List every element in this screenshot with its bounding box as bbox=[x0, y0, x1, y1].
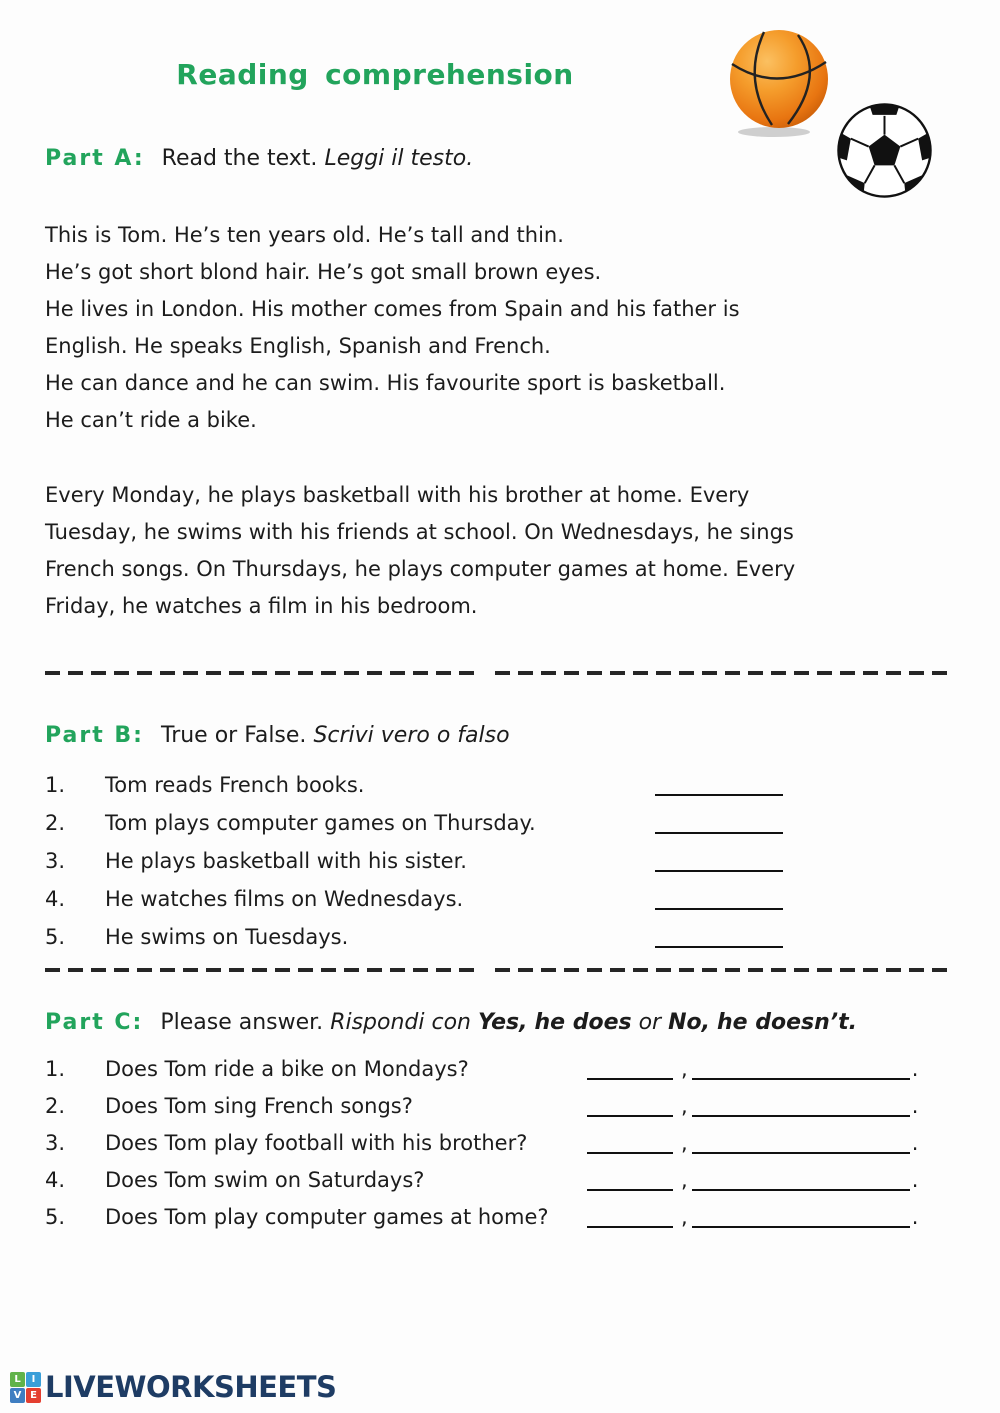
answer-blank-short[interactable] bbox=[587, 1189, 673, 1191]
part-c-item bbox=[45, 1088, 955, 1125]
answer-blank-long[interactable] bbox=[692, 1078, 910, 1080]
true-false-answer-blank[interactable] bbox=[655, 794, 783, 796]
part-c-hint-no: No, bbox=[668, 1010, 710, 1035]
answer-area bbox=[587, 1088, 918, 1125]
answer-blank-short[interactable] bbox=[587, 1115, 673, 1117]
question-text: Does Tom swim on Saturdays? bbox=[105, 1168, 425, 1192]
item-number: 2. bbox=[45, 1094, 66, 1118]
part-b-heading bbox=[45, 723, 955, 748]
item-number: 1. bbox=[45, 1057, 66, 1081]
dashed-divider bbox=[45, 671, 955, 675]
answer-blank-short[interactable] bbox=[587, 1226, 673, 1228]
item-number: 3. bbox=[45, 849, 66, 873]
part-b-item bbox=[45, 880, 955, 918]
period: . bbox=[911, 1168, 919, 1192]
liveworksheets-logo bbox=[10, 1370, 336, 1404]
logo-tile-v: V bbox=[10, 1388, 25, 1403]
true-false-answer-blank[interactable] bbox=[655, 946, 783, 948]
item-text: Tom reads French books. bbox=[105, 773, 365, 797]
comma: , bbox=[681, 1057, 688, 1081]
answer-blank-long[interactable] bbox=[692, 1189, 910, 1191]
text-line: English. He speaks English, Spanish and French. bbox=[45, 334, 551, 358]
text-line: This is Tom. He’s ten years old. He’s tall and thin. bbox=[45, 223, 564, 247]
part-a-instruction: Read the text. bbox=[161, 146, 318, 171]
item-number: 3. bbox=[45, 1131, 66, 1155]
dashed-divider bbox=[45, 968, 955, 972]
comma: , bbox=[681, 1131, 688, 1155]
answer-blank-long[interactable] bbox=[692, 1115, 910, 1117]
item-number: 4. bbox=[45, 1168, 66, 1192]
basketball-icon bbox=[726, 28, 832, 138]
soccer-ball-icon bbox=[835, 99, 934, 202]
part-a-label: Part A: bbox=[45, 146, 145, 171]
text-line: Every Monday, he plays basketball with his brother at home. Every bbox=[45, 483, 750, 507]
text-line: Tuesday, he swims with his friends at school. On Wednesdays, he sings bbox=[45, 520, 794, 544]
question-text: Does Tom ride a bike on Mondays? bbox=[105, 1057, 469, 1081]
part-b-instruction: True or False. bbox=[160, 723, 307, 748]
text-line: He’s got short blond hair. He’s got small brown eyes. bbox=[45, 260, 602, 284]
question-text: Does Tom sing French songs? bbox=[105, 1094, 413, 1118]
period: . bbox=[911, 1205, 919, 1229]
answer-area bbox=[587, 1125, 918, 1162]
item-number: 4. bbox=[45, 887, 66, 911]
part-a-heading bbox=[45, 146, 955, 171]
comma: , bbox=[681, 1205, 688, 1229]
page-title: Reading comprehension bbox=[176, 58, 574, 91]
brand-wordmark: LIVEWORKSHEETS bbox=[45, 1370, 337, 1404]
item-number: 2. bbox=[45, 811, 66, 835]
part-c-hint-yes: Yes, bbox=[478, 1010, 528, 1035]
item-number: 5. bbox=[45, 1205, 66, 1229]
part-c-heading bbox=[45, 1010, 955, 1035]
item-text: He watches films on Wednesdays. bbox=[105, 887, 464, 911]
answer-area bbox=[587, 1051, 918, 1088]
true-false-answer-blank[interactable] bbox=[655, 870, 783, 872]
answer-blank-long[interactable] bbox=[692, 1152, 910, 1154]
reading-text-paragraph-2 bbox=[45, 477, 955, 625]
text-line: He can dance and he can swim. His favourite sport is basketball. bbox=[45, 371, 726, 395]
text-line: French songs. On Thursdays, he plays computer games at home. Every bbox=[45, 557, 796, 581]
part-c-item bbox=[45, 1162, 955, 1199]
true-false-answer-blank[interactable] bbox=[655, 832, 783, 834]
item-number: 5. bbox=[45, 925, 66, 949]
item-text: Tom plays computer games on Thursday. bbox=[105, 811, 536, 835]
part-c-item bbox=[45, 1125, 955, 1162]
answer-area bbox=[587, 1162, 918, 1199]
reading-text-paragraph-1 bbox=[45, 217, 955, 439]
part-b-item bbox=[45, 766, 955, 804]
answer-area bbox=[587, 1199, 918, 1236]
answer-blank-long[interactable] bbox=[692, 1226, 910, 1228]
logo-tile-i: I bbox=[26, 1372, 41, 1387]
part-c-item bbox=[45, 1051, 955, 1088]
item-text: He plays basketball with his sister. bbox=[105, 849, 467, 873]
comma: , bbox=[681, 1094, 688, 1118]
text-line: He lives in London. His mother comes from Spain and his father is bbox=[45, 297, 740, 321]
question-text: Does Tom play football with his brother? bbox=[105, 1131, 528, 1155]
period: . bbox=[911, 1094, 919, 1118]
part-c-list bbox=[45, 1051, 955, 1236]
part-b-label: Part B: bbox=[45, 723, 144, 748]
logo-tile-l: L bbox=[10, 1372, 25, 1387]
part-b-item bbox=[45, 804, 955, 842]
part-a-instruction-italian: Leggi il testo. bbox=[324, 146, 474, 171]
text-line: Friday, he watches a film in his bedroom. bbox=[45, 594, 478, 618]
logo-tile-e: E bbox=[26, 1388, 41, 1403]
part-c-item bbox=[45, 1199, 955, 1236]
logo-tiles-icon bbox=[10, 1372, 41, 1403]
question-text: Does Tom play computer games at home? bbox=[105, 1205, 549, 1229]
part-b-list bbox=[45, 766, 955, 956]
answer-blank-short[interactable] bbox=[587, 1152, 673, 1154]
answer-blank-short[interactable] bbox=[587, 1078, 673, 1080]
part-b-item bbox=[45, 842, 955, 880]
comma: , bbox=[681, 1168, 688, 1192]
part-c-hint-no-answer: he doesn’t. bbox=[717, 1010, 858, 1035]
part-c-hint-prefix: Rispondi con bbox=[330, 1010, 471, 1035]
part-b-instruction-italian: Scrivi vero o falso bbox=[313, 723, 510, 748]
part-b-item bbox=[45, 918, 955, 956]
part-c-hint-yes-answer: he does bbox=[534, 1010, 632, 1035]
part-c-hint-or: or bbox=[638, 1010, 662, 1035]
item-number: 1. bbox=[45, 773, 66, 797]
text-line: He can’t ride a bike. bbox=[45, 408, 257, 432]
item-text: He swims on Tuesdays. bbox=[105, 925, 349, 949]
period: . bbox=[911, 1057, 919, 1081]
part-c-instruction: Please answer. bbox=[160, 1010, 324, 1035]
part-c-label: Part C: bbox=[45, 1010, 144, 1035]
true-false-answer-blank[interactable] bbox=[655, 908, 783, 910]
period: . bbox=[911, 1131, 919, 1155]
